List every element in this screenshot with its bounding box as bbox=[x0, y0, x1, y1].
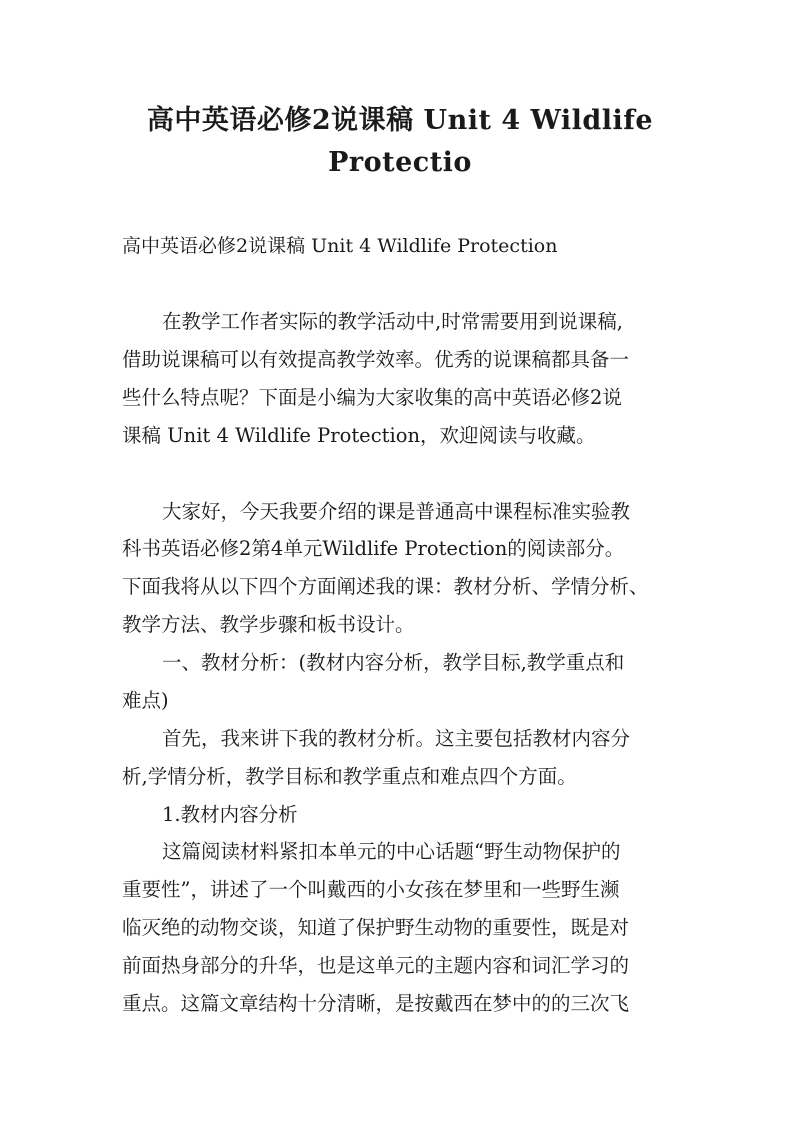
subsection-heading: 1.教材内容分析 bbox=[162, 803, 298, 826]
paragraph-line: 大家好，今天我要介绍的课是普通高中课程标准实验教 bbox=[162, 500, 631, 523]
document-subtitle: 高中英语必修2说课稿 Unit 4 Wildlife Protection bbox=[122, 235, 558, 257]
paragraph-line: 重点。这篇文章结构十分清晰，是按戴西在梦中的的三次飞 bbox=[122, 992, 630, 1015]
paragraph-line: 前面热身部分的升华，也是这单元的主题内容和词汇学习的 bbox=[122, 954, 630, 977]
section-heading: 一、教材分析：(教材内容分析，教学目标,教学重点和 bbox=[162, 651, 625, 674]
paragraph-line: 重要性”，讲述了一个叫戴西的小女孩在梦里和一些野生濒 bbox=[122, 878, 620, 901]
paragraph-line: 下面我将从以下四个方面阐述我的课：教材分析、学情分析、 bbox=[122, 575, 649, 598]
paragraph-line: 首先，我来讲下我的教材分析。这主要包括教材内容分 bbox=[162, 727, 631, 750]
paragraph-line: 课稿 Unit 4 Wildlife Protection，欢迎阅读与收藏。 bbox=[122, 424, 596, 447]
paragraph-line: 些什么特点呢？下面是小编为大家收集的高中英语必修2说 bbox=[122, 386, 622, 409]
paragraph-line: 在教学工作者实际的教学活动中,时常需要用到说课稿, bbox=[162, 310, 623, 333]
paragraph-line: 科书英语必修2第4单元Wildlife Protection的阅读部分。 bbox=[122, 537, 625, 560]
paragraph-line: 析,学情分析，教学目标和教学重点和难点四个方面。 bbox=[122, 765, 577, 788]
paragraph-line: 借助说课稿可以有效提高教学效率。优秀的说课稿都具备一 bbox=[122, 348, 630, 371]
section-heading: 难点) bbox=[122, 689, 169, 712]
document-title-line-1: 高中英语必修2说课稿 Unit 4 Wildlife bbox=[146, 105, 654, 136]
document-title-line-2: Protectio bbox=[328, 147, 472, 178]
paragraph-line: 这篇阅读材料紧扣本单元的中心话题“野生动物保护的 bbox=[162, 840, 621, 863]
paragraph-line: 临灭绝的动物交谈，知道了保护野生动物的重要性，既是对 bbox=[122, 916, 630, 939]
paragraph-line: 教学方法、教学步骤和板书设计。 bbox=[122, 613, 415, 636]
